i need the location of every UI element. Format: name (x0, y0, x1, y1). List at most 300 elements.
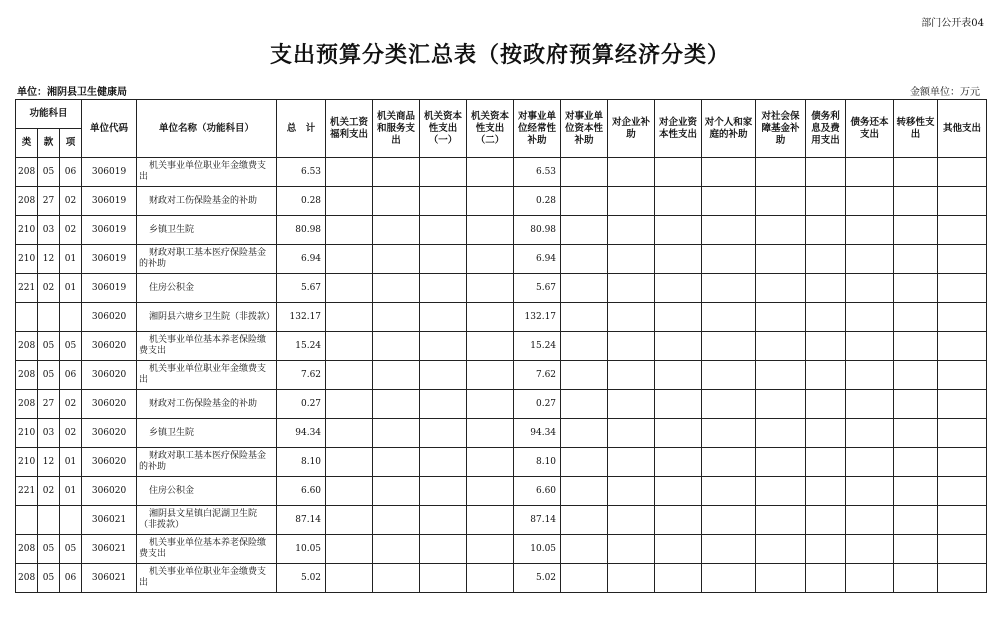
empty-cell (373, 187, 420, 216)
empty-cell (655, 332, 702, 361)
empty-cell (420, 506, 467, 535)
empty-cell (561, 448, 608, 477)
unit-name-cell: 住房公积金 (137, 477, 277, 506)
empty-cell (373, 419, 420, 448)
empty-cell (655, 535, 702, 564)
col-header: 其他支出 (938, 100, 987, 158)
empty-cell (326, 245, 373, 274)
empty-cell (938, 245, 987, 274)
empty-cell (846, 187, 894, 216)
empty-cell (806, 477, 846, 506)
subsidy-cell: 15.24 (514, 332, 561, 361)
total-header: 总 计 (277, 100, 326, 158)
budget-table (15, 99, 987, 593)
empty-cell (938, 303, 987, 332)
empty-cell (806, 303, 846, 332)
empty-cell (894, 245, 938, 274)
lei-cell: 221 (16, 274, 38, 303)
empty-cell (702, 419, 756, 448)
empty-cell (655, 216, 702, 245)
unit-name-cell: 乡镇卫生院 (137, 216, 277, 245)
unit-code-cell: 306020 (82, 477, 137, 506)
empty-cell (326, 361, 373, 390)
kuan-cell: 27 (38, 187, 60, 216)
table-row (16, 158, 987, 187)
empty-cell (561, 158, 608, 187)
kuan-cell: 12 (38, 448, 60, 477)
lei-cell: 210 (16, 419, 38, 448)
total-cell: 6.60 (277, 477, 326, 506)
empty-cell (938, 361, 987, 390)
empty-cell (467, 332, 514, 361)
empty-cell (561, 361, 608, 390)
col-header: 机关工资福利支出 (326, 100, 373, 158)
empty-cell (467, 506, 514, 535)
empty-cell (938, 477, 987, 506)
empty-cell (806, 535, 846, 564)
kuan-cell: 05 (38, 332, 60, 361)
empty-cell (938, 390, 987, 419)
table-number-label: 部门公开表04 (921, 18, 984, 29)
subsidy-cell: 5.02 (514, 564, 561, 593)
empty-cell (608, 477, 655, 506)
total-cell: 5.02 (277, 564, 326, 593)
xiang-cell: 06 (60, 158, 82, 187)
col-header: 对个人和家庭的补助 (702, 100, 756, 158)
lei-cell: 208 (16, 187, 38, 216)
empty-cell (702, 158, 756, 187)
empty-cell (420, 419, 467, 448)
xiang-cell (60, 506, 82, 535)
col-header: 机关商品和服务支出 (373, 100, 420, 158)
unit-code-cell: 306020 (82, 303, 137, 332)
col-header: 对社会保障基金补助 (756, 100, 806, 158)
empty-cell (894, 477, 938, 506)
empty-cell (655, 419, 702, 448)
subsidy-cell: 10.05 (514, 535, 561, 564)
unit-code-cell: 306019 (82, 216, 137, 245)
xiang-cell: 02 (60, 216, 82, 245)
empty-cell (326, 477, 373, 506)
xiang-cell: 02 (60, 390, 82, 419)
col-header: 转移性支出 (894, 100, 938, 158)
empty-cell (846, 332, 894, 361)
empty-cell (608, 448, 655, 477)
empty-cell (326, 187, 373, 216)
empty-cell (561, 216, 608, 245)
empty-cell (420, 303, 467, 332)
xiang-cell: 02 (60, 419, 82, 448)
unit-name-cell: 财政对工伤保险基金的补助 (137, 390, 277, 419)
total-cell: 6.53 (277, 158, 326, 187)
empty-cell (561, 303, 608, 332)
kuan-cell: 05 (38, 361, 60, 390)
empty-cell (938, 216, 987, 245)
empty-cell (608, 419, 655, 448)
empty-cell (846, 390, 894, 419)
unit-name-cell: 机关事业单位职业年金缴费支出 (137, 564, 277, 593)
empty-cell (894, 535, 938, 564)
lei-cell: 208 (16, 564, 38, 593)
empty-cell (420, 535, 467, 564)
unit-name-cell: 机关事业单位职业年金缴费支出 (137, 158, 277, 187)
unit-code-cell: 306019 (82, 274, 137, 303)
empty-cell (846, 158, 894, 187)
empty-cell (846, 535, 894, 564)
empty-cell (608, 274, 655, 303)
empty-cell (938, 506, 987, 535)
empty-cell (894, 419, 938, 448)
unit-name-cell: 湘阴县六塘乡卫生院（非拨款） (137, 303, 277, 332)
lei-cell: 210 (16, 448, 38, 477)
unit-name-cell: 湘阴县文星镇白泥湖卫生院（非拨款） (137, 506, 277, 535)
empty-cell (561, 564, 608, 593)
empty-cell (467, 448, 514, 477)
empty-cell (894, 564, 938, 593)
subsidy-cell: 7.62 (514, 361, 561, 390)
subsidy-cell: 6.94 (514, 245, 561, 274)
empty-cell (326, 535, 373, 564)
empty-cell (806, 361, 846, 390)
empty-cell (756, 506, 806, 535)
empty-cell (756, 216, 806, 245)
empty-cell (467, 303, 514, 332)
empty-cell (655, 274, 702, 303)
empty-cell (806, 332, 846, 361)
empty-cell (420, 158, 467, 187)
empty-cell (655, 361, 702, 390)
empty-cell (702, 332, 756, 361)
empty-cell (938, 448, 987, 477)
lei-cell: 221 (16, 477, 38, 506)
empty-cell (756, 535, 806, 564)
empty-cell (806, 448, 846, 477)
kuan-cell: 03 (38, 419, 60, 448)
empty-cell (846, 506, 894, 535)
empty-cell (894, 361, 938, 390)
empty-cell (846, 564, 894, 593)
empty-cell (420, 477, 467, 506)
empty-cell (938, 274, 987, 303)
unit-code-header: 单位代码 (82, 100, 137, 158)
empty-cell (846, 361, 894, 390)
subsidy-cell: 6.60 (514, 477, 561, 506)
unit-name-cell: 机关事业单位职业年金缴费支出 (137, 361, 277, 390)
lei-cell: 208 (16, 535, 38, 564)
col-header: 机关资本性支出（一） (420, 100, 467, 158)
empty-cell (806, 245, 846, 274)
table-row (16, 245, 987, 274)
empty-cell (608, 506, 655, 535)
empty-cell (894, 274, 938, 303)
subsidy-cell: 0.27 (514, 390, 561, 419)
unit-code-cell: 306019 (82, 187, 137, 216)
subsidy-cell: 0.28 (514, 187, 561, 216)
lei-cell (16, 506, 38, 535)
total-cell: 0.28 (277, 187, 326, 216)
empty-cell (756, 303, 806, 332)
col-header: 对企业资本性支出 (655, 100, 702, 158)
xiang-cell: 01 (60, 245, 82, 274)
empty-cell (608, 245, 655, 274)
empty-cell (894, 390, 938, 419)
empty-cell (938, 535, 987, 564)
total-cell: 5.67 (277, 274, 326, 303)
empty-cell (702, 245, 756, 274)
empty-cell (561, 187, 608, 216)
total-cell: 7.62 (277, 361, 326, 390)
xiang-cell: 06 (60, 361, 82, 390)
empty-cell (846, 477, 894, 506)
empty-cell (326, 390, 373, 419)
col-header: 债务利息及费用支出 (806, 100, 846, 158)
empty-cell (894, 187, 938, 216)
empty-cell (702, 274, 756, 303)
empty-cell (756, 245, 806, 274)
empty-cell (702, 216, 756, 245)
empty-cell (373, 245, 420, 274)
empty-cell (373, 158, 420, 187)
empty-cell (467, 187, 514, 216)
empty-cell (326, 448, 373, 477)
subsidy-cell: 8.10 (514, 448, 561, 477)
empty-cell (756, 419, 806, 448)
empty-cell (420, 332, 467, 361)
empty-cell (756, 187, 806, 216)
empty-cell (756, 274, 806, 303)
empty-cell (756, 361, 806, 390)
empty-cell (608, 158, 655, 187)
xiang-cell: 06 (60, 564, 82, 593)
kuan-cell: 12 (38, 245, 60, 274)
empty-cell (373, 303, 420, 332)
unit-name-cell: 机关事业单位基本养老保险缴费支出 (137, 332, 277, 361)
empty-cell (467, 477, 514, 506)
empty-cell (326, 419, 373, 448)
empty-cell (756, 564, 806, 593)
empty-cell (846, 419, 894, 448)
empty-cell (420, 361, 467, 390)
empty-cell (806, 187, 846, 216)
empty-cell (894, 216, 938, 245)
empty-cell (608, 332, 655, 361)
total-cell: 6.94 (277, 245, 326, 274)
kuan-cell: 05 (38, 535, 60, 564)
empty-cell (608, 187, 655, 216)
empty-cell (561, 332, 608, 361)
subsidy-cell: 87.14 (514, 506, 561, 535)
empty-cell (846, 216, 894, 245)
unit-code-cell: 306019 (82, 245, 137, 274)
total-cell: 80.98 (277, 216, 326, 245)
table-row (16, 419, 987, 448)
kuan-cell (38, 303, 60, 332)
unit-code-cell: 306020 (82, 390, 137, 419)
empty-cell (561, 477, 608, 506)
empty-cell (655, 187, 702, 216)
empty-cell (846, 274, 894, 303)
empty-cell (561, 274, 608, 303)
lei-cell: 208 (16, 158, 38, 187)
amount-unit-label: 金额单位：万元 (910, 87, 980, 98)
kuan-cell: 02 (38, 274, 60, 303)
xiang-cell: 01 (60, 477, 82, 506)
reporting-unit-label: 单位：湘阴县卫生健康局 (17, 87, 127, 98)
empty-cell (894, 332, 938, 361)
empty-cell (702, 448, 756, 477)
empty-cell (655, 303, 702, 332)
empty-cell (326, 506, 373, 535)
empty-cell (655, 245, 702, 274)
table-row (16, 564, 987, 593)
empty-cell (806, 274, 846, 303)
empty-cell (938, 419, 987, 448)
kuan-cell: 05 (38, 564, 60, 593)
empty-cell (655, 158, 702, 187)
empty-cell (938, 332, 987, 361)
unit-name-cell: 财政对职工基本医疗保险基金的补助 (137, 448, 277, 477)
empty-cell (756, 477, 806, 506)
xiang-cell (60, 303, 82, 332)
unit-name-cell: 住房公积金 (137, 274, 277, 303)
empty-cell (326, 216, 373, 245)
empty-cell (420, 216, 467, 245)
lei-cell: 208 (16, 361, 38, 390)
empty-cell (608, 390, 655, 419)
empty-cell (846, 245, 894, 274)
empty-cell (655, 448, 702, 477)
unit-code-cell: 306020 (82, 332, 137, 361)
empty-cell (806, 390, 846, 419)
empty-cell (467, 245, 514, 274)
empty-cell (938, 187, 987, 216)
empty-cell (420, 187, 467, 216)
empty-cell (420, 245, 467, 274)
empty-cell (561, 506, 608, 535)
unit-name-header: 单位名称（功能科目） (137, 100, 277, 158)
unit-code-cell: 306021 (82, 564, 137, 593)
empty-cell (373, 361, 420, 390)
empty-cell (467, 419, 514, 448)
lei-cell: 208 (16, 332, 38, 361)
empty-cell (846, 448, 894, 477)
unit-code-cell: 306020 (82, 448, 137, 477)
total-cell: 10.05 (277, 535, 326, 564)
empty-cell (467, 535, 514, 564)
subsidy-cell: 132.17 (514, 303, 561, 332)
empty-cell (561, 535, 608, 564)
col-header: 机关资本性支出（二） (467, 100, 514, 158)
total-cell: 8.10 (277, 448, 326, 477)
total-cell: 132.17 (277, 303, 326, 332)
empty-cell (756, 332, 806, 361)
empty-cell (561, 419, 608, 448)
unit-name-cell: 机关事业单位基本养老保险缴费支出 (137, 535, 277, 564)
lei-cell: 210 (16, 216, 38, 245)
subsidy-cell: 80.98 (514, 216, 561, 245)
kuan-cell: 02 (38, 477, 60, 506)
empty-cell (608, 564, 655, 593)
empty-cell (373, 535, 420, 564)
empty-cell (373, 332, 420, 361)
unit-code-cell: 306019 (82, 158, 137, 187)
empty-cell (467, 158, 514, 187)
kuan-cell: 05 (38, 158, 60, 187)
empty-cell (467, 390, 514, 419)
empty-cell (373, 477, 420, 506)
empty-cell (702, 303, 756, 332)
empty-cell (467, 216, 514, 245)
xiang-cell: 01 (60, 448, 82, 477)
empty-cell (326, 158, 373, 187)
subsidy-cell: 5.67 (514, 274, 561, 303)
table-row (16, 274, 987, 303)
lei-cell: 210 (16, 245, 38, 274)
xiang-cell: 05 (60, 535, 82, 564)
kuan-cell: 03 (38, 216, 60, 245)
empty-cell (846, 303, 894, 332)
empty-cell (756, 448, 806, 477)
table-row (16, 303, 987, 332)
empty-cell (561, 390, 608, 419)
empty-cell (373, 390, 420, 419)
unit-code-cell: 306021 (82, 506, 137, 535)
empty-cell (420, 448, 467, 477)
empty-cell (806, 158, 846, 187)
empty-cell (326, 303, 373, 332)
subsidy-cell: 6.53 (514, 158, 561, 187)
table-row (16, 390, 987, 419)
empty-cell (561, 245, 608, 274)
empty-cell (702, 187, 756, 216)
func-subject-header: 功能科目 (16, 100, 82, 129)
empty-cell (894, 448, 938, 477)
unit-code-cell: 306021 (82, 535, 137, 564)
col-header: 对企业补助 (608, 100, 655, 158)
table-row (16, 477, 987, 506)
total-cell: 94.34 (277, 419, 326, 448)
xiang-cell: 01 (60, 274, 82, 303)
empty-cell (467, 274, 514, 303)
kuan-header: 款 (38, 129, 60, 158)
lei-cell (16, 303, 38, 332)
empty-cell (326, 564, 373, 593)
empty-cell (806, 216, 846, 245)
empty-cell (373, 216, 420, 245)
empty-cell (938, 564, 987, 593)
unit-name-cell: 乡镇卫生院 (137, 419, 277, 448)
page-title: 支出预算分类汇总表（按政府预算经济分类） (269, 43, 730, 68)
empty-cell (608, 216, 655, 245)
col-header: 对事业单位经常性补助 (514, 100, 561, 158)
empty-cell (894, 158, 938, 187)
table-row (16, 448, 987, 477)
empty-cell (467, 361, 514, 390)
empty-cell (702, 535, 756, 564)
empty-cell (702, 506, 756, 535)
lei-header: 类 (16, 129, 38, 158)
empty-cell (655, 390, 702, 419)
empty-cell (655, 477, 702, 506)
empty-cell (702, 390, 756, 419)
table-row (16, 361, 987, 390)
empty-cell (608, 303, 655, 332)
unit-code-cell: 306020 (82, 419, 137, 448)
empty-cell (420, 274, 467, 303)
unit-name-cell: 财政对工伤保险基金的补助 (137, 187, 277, 216)
kuan-cell (38, 506, 60, 535)
empty-cell (420, 564, 467, 593)
